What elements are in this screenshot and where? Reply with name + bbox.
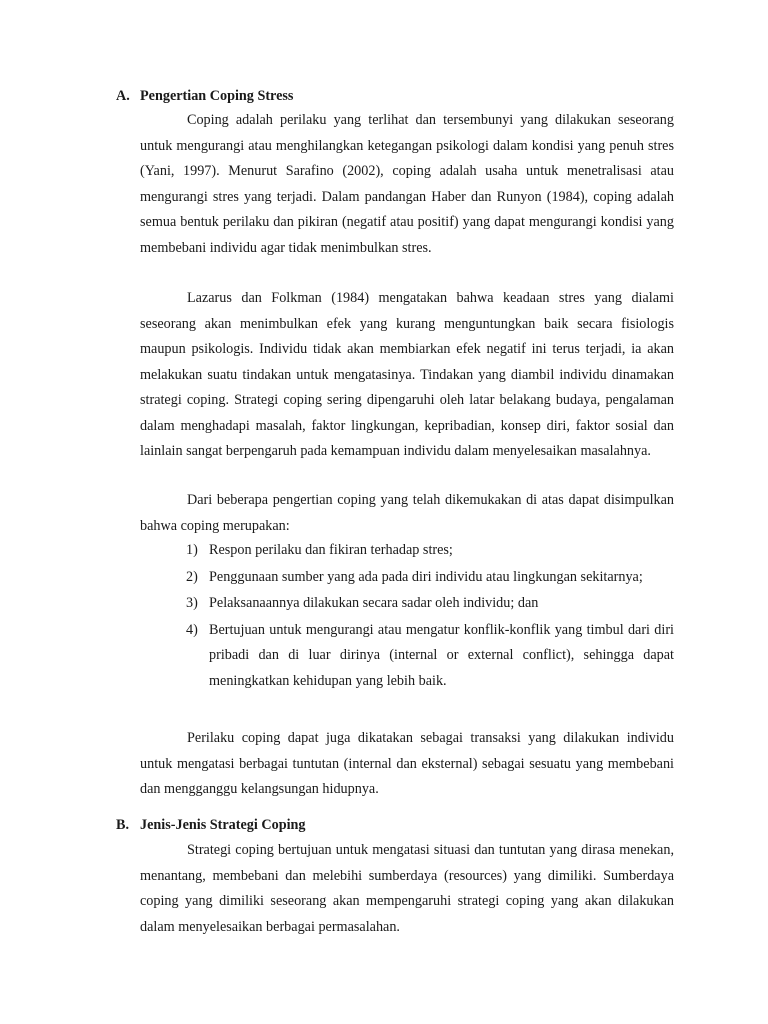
coping-definition-list [140, 538, 674, 695]
section-a-heading [116, 86, 293, 106]
section-b-paragraph-1: Strategi coping bertujuan untuk mengatasi situasi dan tuntutan yang dirasa menekan, menantang, membebani dan melebihi sumberdaya (resources) yang dimiliki. Sumberdaya coping yang dimiliki seseorang akan mempengaruhi strategi coping yang akan dilakukan dalam menyelesaikan berbagai permasalahan. [140, 842, 674, 935]
list-item-number: 2) [186, 568, 198, 585]
list-item-text: Respon perilaku dan fikiran terhadap stres; [209, 542, 453, 558]
list-item-number: 1) [186, 542, 198, 558]
list-item [140, 538, 674, 564]
section-a-paragraph-1: Coping adalah perilaku yang terlihat dan tersembunyi yang dilakukan seseorang untuk mengurangi atau menghilangkan ketegangan psikologi dalam kondisi yang penuh stres (Yani, 1997). Menurut Sarafino (2002), coping adalah usaha untuk menetralisasi atau mengurangi stres yang terjadi. Dalam pandangan Haber dan Runyon (1984), coping adalah semua bentuk perilaku dan pikiran (negatif atau positif) yang dapat mengurangi kondisi yang membebani individu agar tidak menimbulkan stres. [140, 112, 674, 256]
section-b-letter: B. [116, 817, 130, 833]
list-item-number: 4) [186, 621, 198, 638]
section-b-title: Jenis-Jenis Strategi Coping [140, 817, 306, 833]
list-item-text: Pelaksanaannya dilakukan secara sadar oleh individu; dan [209, 595, 539, 611]
list-item-text: Bertujuan untuk mengurangi atau mengatur konflik-konflik yang timbul dari diri pribadi dan di luar dirinya (internal or external conflict), sehingga dapat meningkatkan kehidupan yang lebih baik. [209, 621, 674, 689]
list-item [140, 591, 674, 617]
section-a-title: Pengertian Coping Stress [140, 88, 294, 104]
section-a-paragraph-2: Lazarus dan Folkman (1984) mengatakan bahwa keadaan stres yang dialami seseorang akan menimbulkan efek yang kurang menguntungkan baik secara fisiologis maupun psikologis. Individu tidak akan membiarkan efek negatif ini terus terjadi, ia akan melakukan suatu tindakan untuk mengatasinya. Tindakan yang diambil individu dinamakan strategi coping. Strategi coping sering dipengaruhi oleh latar belakang budaya, pengalaman dalam menghadapi masalah, faktor lingkungan, kepribadian, konsep diri, faktor sosial dan lainlain sangat berpengaruh pada kemampuan individu dalam menyelesaikan masalahnya. [140, 290, 674, 459]
list-item-text: Penggunaan sumber yang ada pada diri individu atau lingkungan sekitarnya; [209, 568, 643, 585]
section-a-paragraph-3: Dari beberapa pengertian coping yang telah dikemukakan di atas dapat disimpulkan bahwa coping merupakan: [140, 492, 674, 534]
list-item [140, 618, 674, 695]
list-item-number: 3) [186, 595, 198, 611]
section-a-paragraph-4: Perilaku coping dapat juga dikatakan sebagai transaksi yang dilakukan individu untuk mengatasi berbagai tuntutan (internal dan eksternal) sebagai sesuatu yang membebani dan mengganggu kelangsungan hidupnya. [140, 730, 674, 797]
section-a-letter: A. [116, 88, 130, 104]
list-item [140, 565, 674, 591]
section-b-heading [116, 815, 306, 835]
